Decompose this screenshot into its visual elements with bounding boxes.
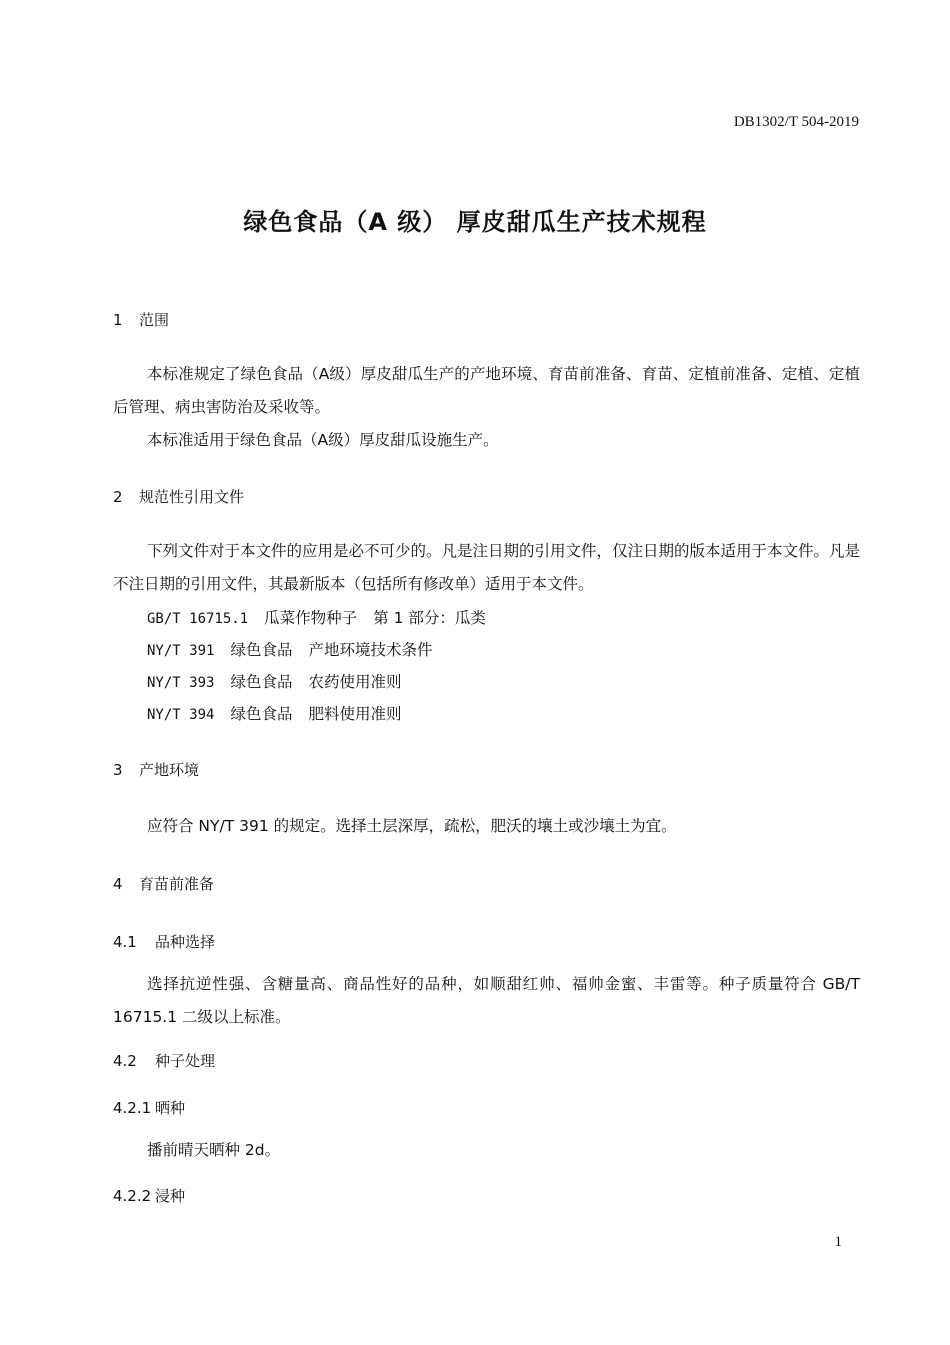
section-1-paragraph-1: 本标准规定了绿色食品（A级）厚皮甜瓜生产的产地环境、育苗前准备、育苗、定植前准备、定植、定植后管理、病虫害防治及采收等。	[113, 365, 860, 416]
reference-name: 绿色食品	[230, 673, 293, 691]
reference-name: 绿色食品	[230, 641, 293, 659]
section-title: 范围	[139, 311, 170, 329]
section-title: 规范性引用文件	[139, 488, 245, 506]
section-number: 4	[113, 875, 123, 893]
section-number: 4.1	[113, 933, 137, 951]
section-title: 产地环境	[139, 761, 200, 779]
section-3-paragraph-1: 应符合 NY/T 391 的规定。选择土层深厚，疏松，肥沃的壤土或沙壤土为宜。	[147, 817, 677, 835]
reference-detail: 肥料使用准则	[308, 705, 402, 723]
section-4-2-1-paragraph-1: 播前晴天晒种 2d。	[147, 1141, 281, 1159]
reference-code: NY/T 393	[147, 675, 215, 691]
section-1-paragraph-2: 本标准适用于绿色食品（A级）厚皮甜瓜设施生产。	[147, 431, 499, 449]
section-4-heading	[113, 873, 214, 894]
section-number: 3	[113, 761, 123, 779]
reference-name: 瓜菜作物种子	[264, 609, 358, 627]
standard-code: DB1302/T 504-2019	[733, 114, 859, 130]
reference-detail: 产地环境技术条件	[308, 641, 433, 659]
section-number: 4.2	[113, 1052, 137, 1070]
section-title: 浸种	[155, 1187, 186, 1205]
section-number: 4.2.2	[113, 1187, 152, 1205]
reference-item	[147, 606, 486, 628]
page-number: 1	[834, 1234, 842, 1250]
reference-detail: 第 1 部分：瓜类	[373, 609, 486, 627]
section-number: 2	[113, 488, 123, 506]
section-title: 晒种	[155, 1099, 186, 1117]
reference-code: NY/T 391	[147, 643, 215, 659]
document-title: 绿色食品（A 级） 厚皮甜瓜生产技术规程	[243, 208, 707, 236]
section-title: 种子处理	[155, 1052, 216, 1070]
reference-item	[147, 702, 401, 724]
reference-detail: 农药使用准则	[308, 673, 402, 691]
section-number: 1	[113, 311, 123, 329]
section-title: 育苗前准备	[139, 875, 215, 893]
section-2-heading	[113, 486, 244, 507]
section-3-heading	[113, 759, 199, 780]
section-4-1-paragraph-1: 选择抗逆性强、含糖量高、商品性好的品种，如顺甜红帅、福帅金蜜、丰雷等。种子质量符合 GB/T 16715.1 二级以上标准。	[113, 975, 860, 1026]
reference-code: GB/T 16715.1	[147, 611, 249, 627]
section-4-2-heading	[113, 1050, 215, 1071]
reference-code: NY/T 394	[147, 707, 215, 723]
section-2-paragraph-1: 下列文件对于本文件的应用是必不可少的。凡是注日期的引用文件，仅注日期的版本适用于本文件。凡是不注日期的引用文件，其最新版本（包括所有修改单）适用于本文件。	[113, 542, 861, 593]
section-1-heading	[113, 309, 169, 330]
reference-name: 绿色食品	[230, 705, 293, 723]
section-title: 品种选择	[155, 933, 216, 951]
reference-item	[147, 670, 401, 692]
section-4-2-1-heading	[113, 1097, 185, 1118]
reference-item	[147, 638, 432, 660]
section-4-2-2-heading	[113, 1185, 185, 1206]
section-number: 4.2.1	[113, 1099, 152, 1117]
section-4-1-heading	[113, 931, 215, 952]
